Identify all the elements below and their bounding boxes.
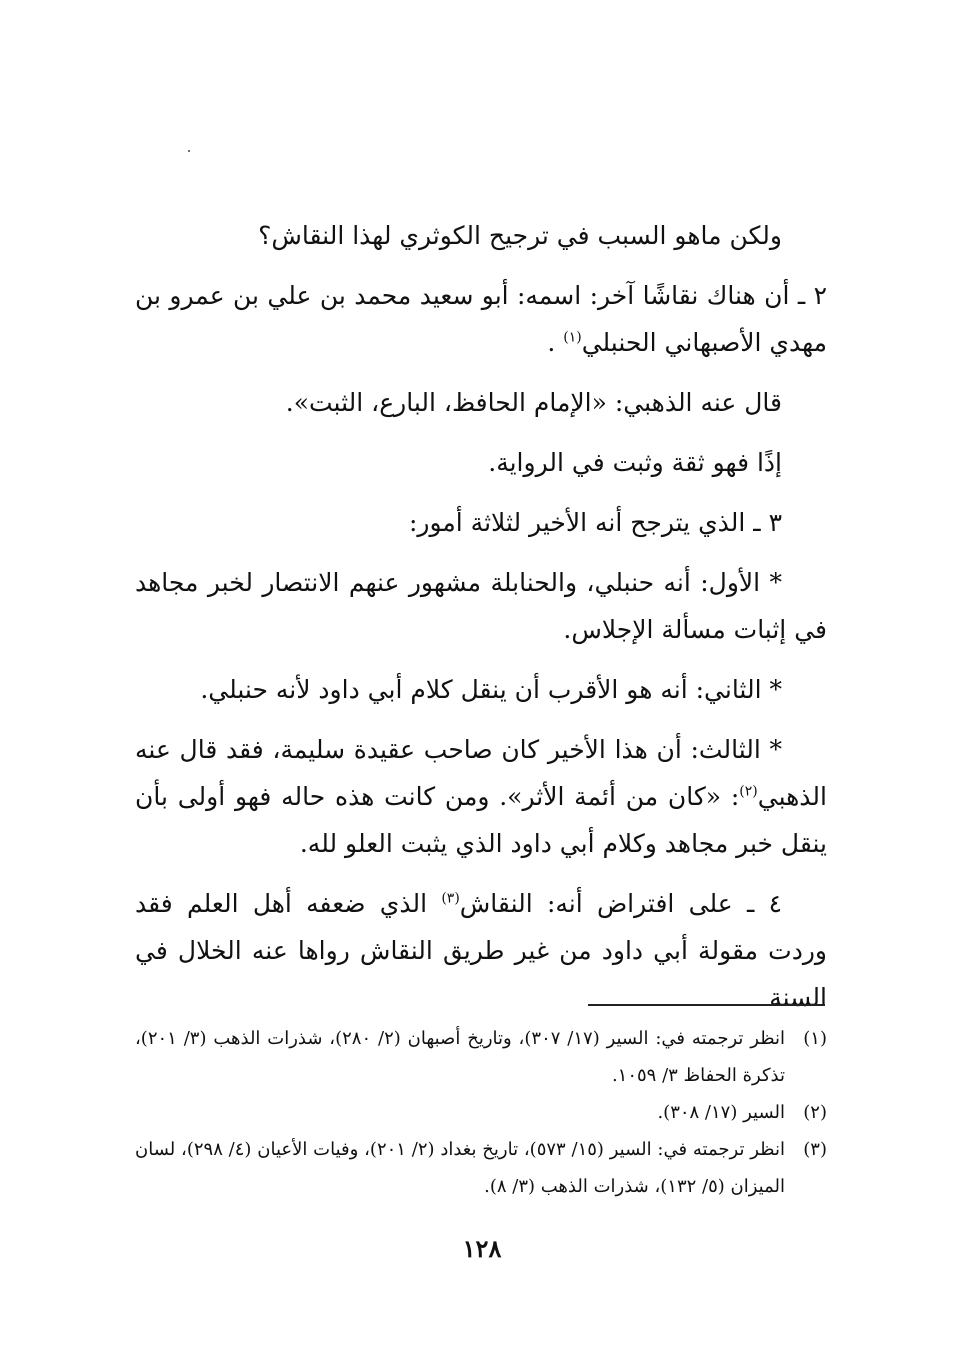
paragraph-second-reason-text: * الثاني: أنه هو الأقرب أن ينقل كلام أبي داود لأنه حنبلي.: [200, 675, 782, 704]
paragraph-dhahabi-quote: [135, 379, 827, 426]
footnote-2-number: (٢): [803, 1102, 827, 1123]
footnotes: [135, 1020, 827, 1205]
paragraph-third-reason: [135, 726, 827, 867]
footnote-ref-3: (٣): [441, 890, 460, 907]
paragraph-point-2: [135, 272, 827, 366]
paragraph-third-reason-text-a: * الثالث: أن هذا الأخير كان صاحب عقيدة سليمة، فقد قال عنه الذهبي: [135, 735, 827, 811]
paragraph-point-2-end: .: [547, 328, 564, 357]
paragraph-first-reason: [135, 559, 827, 653]
paragraph-point-3: [135, 499, 827, 546]
paragraph-point-4-text-a: ٤ ـ على افتراض أنه: النقاش: [459, 889, 782, 918]
footnote-2-text: السير (١٧/ ٣٠٨).: [657, 1102, 785, 1123]
footnote-1-text: انظر ترجمته في: السير (١٧/ ٣٠٧)، وتاريخ أصبهان (٢/ ٢٨٠)، شذرات الذهب (٣/ ٢٠١)، تذكرة الحفاظ ٣/ ١٠٥٩.: [135, 1028, 785, 1086]
footnote-1: [135, 1020, 827, 1094]
paragraph-second-reason: [135, 666, 827, 713]
paragraph-conclusion: [135, 439, 827, 486]
paragraph-point-4-text-b: الذي ضعفه أهل العلم فقد وردت مقولة أبي داود من غير طريق النقاش رواها عنه الخلال في السنة: [135, 889, 827, 1012]
footnote-separator: [588, 1004, 825, 1006]
main-text: [135, 212, 827, 1034]
print-speck: [188, 150, 190, 152]
paragraph-dhahabi-quote-text: قال عنه الذهبي: «الإمام الحافظ، البارع، الثبت».: [285, 388, 782, 417]
footnote-3-text: انظر ترجمته في: السير (١٥/ ٥٧٣)، تاريخ بغداد (٢/ ٢٠١)، وفيات الأعيان (٤/ ٢٩٨)، لسان الميزان (٥/ ١٣٢)، شذرات الذهب (٣/ ٨).: [135, 1139, 785, 1197]
paragraph-question-text: ولكن ماهو السبب في ترجيح الكوثري لهذا النقاش؟: [258, 221, 782, 250]
footnote-2: [135, 1094, 827, 1131]
paragraph-first-reason-text: * الأول: أنه حنبلي، والحنابلة مشهور عنهم الانتصار لخبر مجاهد في إثبات مسألة الإجلاس.: [135, 568, 827, 644]
footnote-ref-2: (٢): [739, 783, 758, 800]
paragraph-question: [135, 212, 827, 259]
paragraph-point-2-text: ٢ ـ أن هناك نقاشًا آخر: اسمه: أبو سعيد محمد بن علي بن عمرو بن مهدي الأصبهاني الحنبلي: [135, 281, 827, 357]
page-number: ١٢٨: [462, 1234, 502, 1263]
footnote-ref-1: (١): [563, 329, 582, 346]
paragraph-point-3-text: ٣ ـ الذي يترجح أنه الأخير لثلاثة أمور:: [408, 508, 782, 537]
paragraph-third-reason-text-b: : «كان من أئمة الأثر». ومن كانت هذه حاله فهو أولى بأن ينقل خبر مجاهد وكلام أبي داود الذي يثبت العلو لله.: [135, 782, 827, 858]
paragraph-point-4: [135, 880, 827, 1021]
footnote-1-number: (١): [803, 1028, 827, 1049]
footnote-3: [135, 1131, 827, 1205]
footnote-3-number: (٣): [803, 1139, 827, 1160]
paragraph-conclusion-text: إذًا فهو ثقة وثبت في الرواية.: [488, 448, 782, 477]
